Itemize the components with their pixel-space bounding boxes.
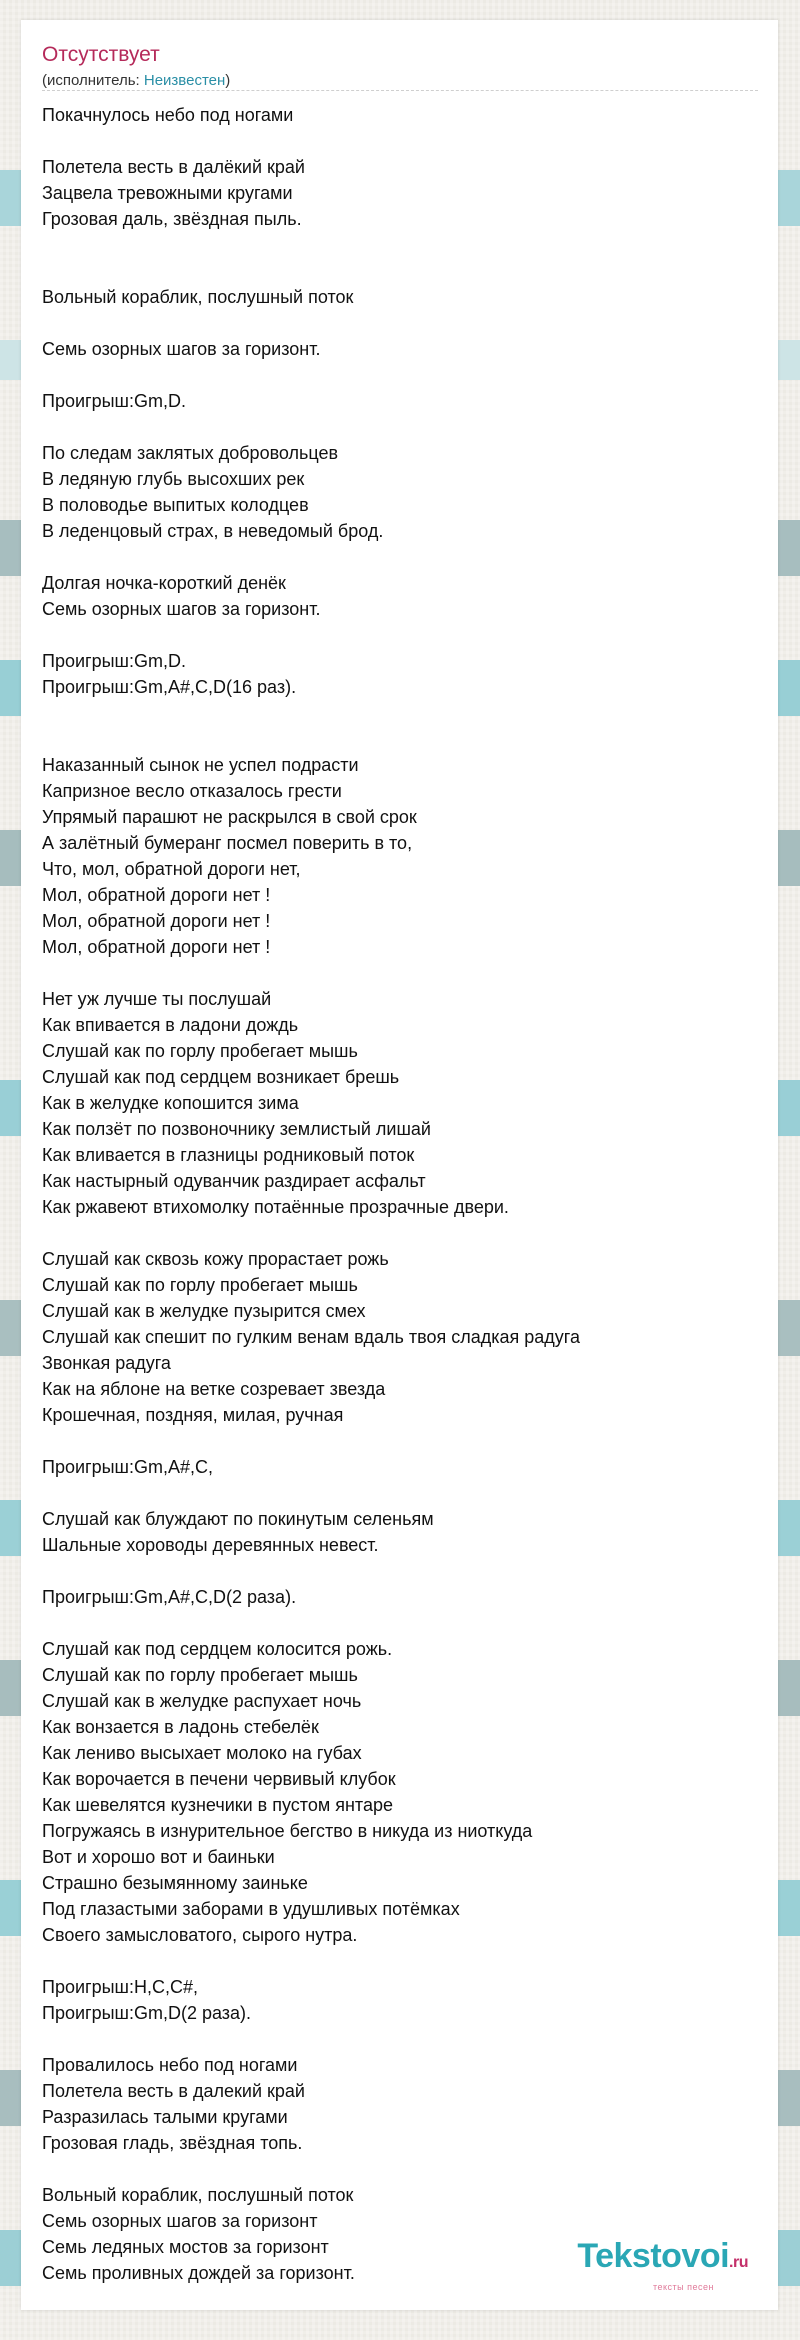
site-logo[interactable] (577, 2239, 748, 2292)
lyrics-line: Слушай как сквозь кожу прорастает рожь (42, 1249, 389, 1269)
lyrics-line: Разразилась талыми кругами (42, 2107, 288, 2127)
lyrics-line: Зацвела тревожными кругами (42, 183, 293, 203)
lyrics-line: В половодье выпитых колодцев (42, 495, 309, 515)
lyrics-line: Как шевелятся кузнечики в пустом янтаре (42, 1795, 393, 1815)
lyrics-line: Страшно безымянному заиньке (42, 1873, 308, 1893)
lyrics-card (21, 20, 778, 2310)
lyrics-line: Грозовая даль, звёздная пыль. (42, 209, 302, 229)
lyrics-line: В леденцовый страх, в неведомый брод. (42, 521, 384, 541)
lyrics-blank-line (42, 362, 762, 388)
lyrics-blank-line (42, 1948, 762, 1974)
lyrics-line: Проигрыш:Gm,A#,C,D(16 раз). (42, 677, 297, 697)
lyrics-line: Как настырный одуванчик раздирает асфальт (42, 1171, 426, 1191)
lyrics-blank-line (42, 700, 762, 726)
artist-prefix: (исполнитель: (42, 72, 144, 89)
lyrics-line: Как на яблоне на ветке созревает звезда (42, 1379, 386, 1399)
lyrics-line: Погружаясь в изнурительное бегство в никуда из ниоткуда (42, 1821, 533, 1841)
lyrics-line: Полетела весть в далёкий край (42, 157, 305, 177)
lyrics-blank-line (42, 1610, 762, 1636)
artist-line (42, 72, 230, 89)
lyrics-line: Вольный кораблик, послушный поток (42, 287, 354, 307)
lyrics-line: Слушай как по горлу пробегает мышь (42, 1275, 358, 1295)
lyrics-line: Как лениво высыхает молоко на губах (42, 1743, 362, 1763)
lyrics-line: Крошечная, поздняя, милая, ручная (42, 1405, 344, 1425)
lyrics-line: Семь озорных шагов за горизонт. (42, 599, 321, 619)
lyrics-line: Своего замысловатого, сырого нутра. (42, 1925, 358, 1945)
lyrics-line: Как ржавеют втихомолку потаённые прозрачные двери. (42, 1197, 509, 1217)
lyrics-line: Провалилось небо под ногами (42, 2055, 298, 2075)
lyrics-line: Слушай как по горлу пробегает мышь (42, 1665, 358, 1685)
lyrics-line: Семь проливных дождей за горизонт. (42, 2263, 355, 2283)
lyrics-line: Проигрыш:H,C,C#, (42, 1977, 198, 1997)
logo-wordmark (577, 2239, 748, 2280)
lyrics-line: Капризное весло отказалось грести (42, 781, 342, 801)
artist-suffix: ) (225, 72, 231, 89)
lyrics-line: Проигрыш:Gm,D(2 раза). (42, 2003, 252, 2023)
lyrics-line: Проигрыш:Gm,A#,C, (42, 1457, 213, 1477)
lyrics-blank-line (42, 310, 762, 336)
lyrics-line: В ледяную глубь высохших рек (42, 469, 305, 489)
lyrics-blank-line (42, 128, 762, 154)
lyrics-line: Мол, обратной дороги нет ! (42, 937, 271, 957)
lyrics-line: Семь озорных шагов за горизонт. (42, 339, 321, 359)
lyrics-blank-line (42, 2026, 762, 2052)
lyrics-blank-line (42, 726, 762, 752)
lyrics-line: Шальные хороводы деревянных невест. (42, 1535, 379, 1555)
lyrics-line: Звонкая радуга (42, 1353, 171, 1373)
lyrics-line: А залётный бумеранг посмел поверить в то, (42, 833, 413, 853)
lyrics-blank-line (42, 2156, 762, 2182)
lyrics-line: Слушай как под сердцем колосится рожь. (42, 1639, 393, 1659)
song-title: Отсутствует (42, 43, 160, 66)
logo-name: Tekstovoi (577, 2237, 730, 2275)
lyrics-line: Долгая ночка-короткий денёк (42, 573, 286, 593)
lyrics-line: Мол, обратной дороги нет ! (42, 885, 271, 905)
lyrics-line: Как ползёт по позвоночнику землистый лишай (42, 1119, 431, 1139)
lyrics-line: Грозовая гладь, звёздная топь. (42, 2133, 303, 2153)
lyrics-line: Семь ледяных мостов за горизонт (42, 2237, 329, 2257)
lyrics-line: Как вонзается в ладонь стебелёк (42, 1717, 319, 1737)
lyrics-blank-line (42, 960, 762, 986)
lyrics-blank-line (42, 414, 762, 440)
lyrics-blank-line (42, 1428, 762, 1454)
lyrics-line: Слушай как спешит по гулким венам вдаль твоя сладкая радуга (42, 1327, 580, 1347)
lyrics-line: Проигрыш:Gm,D. (42, 651, 186, 671)
lyrics-line: Вольный кораблик, послушный поток (42, 2185, 354, 2205)
lyrics-blank-line (42, 544, 762, 570)
logo-domain-suffix: .ru (729, 2254, 748, 2271)
lyrics-blank-line (42, 1558, 762, 1584)
lyrics-blank-line (42, 258, 762, 284)
lyrics-line: Нет уж лучше ты послушай (42, 989, 272, 1009)
lyrics-line: Полетела весть в далекий край (42, 2081, 305, 2101)
lyrics-line: Слушай как блуждают по покинутым селеньям (42, 1509, 434, 1529)
lyrics-line: Под глазастыми заборами в удушливых потёмках (42, 1899, 460, 1919)
lyrics-line: Упрямый парашют не раскрылся в свой срок (42, 807, 417, 827)
lyrics-line: По следам заклятых добровольцев (42, 443, 339, 463)
lyrics-line: Как вливается в глазницы родниковый поток (42, 1145, 415, 1165)
lyrics-line: Наказанный сынок не успел подрасти (42, 755, 359, 775)
logo-tagline: тексты песен (652, 2282, 714, 2292)
lyrics-line: Как ворочается в печени червивый клубок (42, 1769, 396, 1789)
lyrics-line: Вот и хорошо вот и баиньки (42, 1847, 275, 1867)
lyrics-line: Что, мол, обратной дороги нет, (42, 859, 301, 879)
lyrics-line: Слушай как по горлу пробегает мышь (42, 1041, 358, 1061)
title-divider (42, 90, 758, 91)
lyrics-blank-line (42, 1480, 762, 1506)
lyrics-blank-line (42, 622, 762, 648)
lyrics-line: Слушай как в желудке распухает ночь (42, 1691, 362, 1711)
lyrics-line: Мол, обратной дороги нет ! (42, 911, 271, 931)
lyrics-line: Как в желудке копошится зима (42, 1093, 299, 1113)
lyrics-line: Семь озорных шагов за горизонт (42, 2211, 318, 2231)
lyrics-blank-line (42, 1220, 762, 1246)
lyrics-line: Слушай как под сердцем возникает брешь (42, 1067, 400, 1087)
lyrics-line: Как впивается в ладони дождь (42, 1015, 299, 1035)
lyrics-text (42, 102, 762, 2286)
lyrics-blank-line (42, 232, 762, 258)
lyrics-line: Покачнулось небо под ногами (42, 105, 294, 125)
lyrics-line: Слушай как в желудке пузырится смех (42, 1301, 366, 1321)
lyrics-line: Проигрыш:Gm,D. (42, 391, 186, 411)
lyrics-line: Проигрыш:Gm,A#,C,D(2 раза). (42, 1587, 297, 1607)
artist-link[interactable]: Неизвестен (143, 72, 226, 89)
